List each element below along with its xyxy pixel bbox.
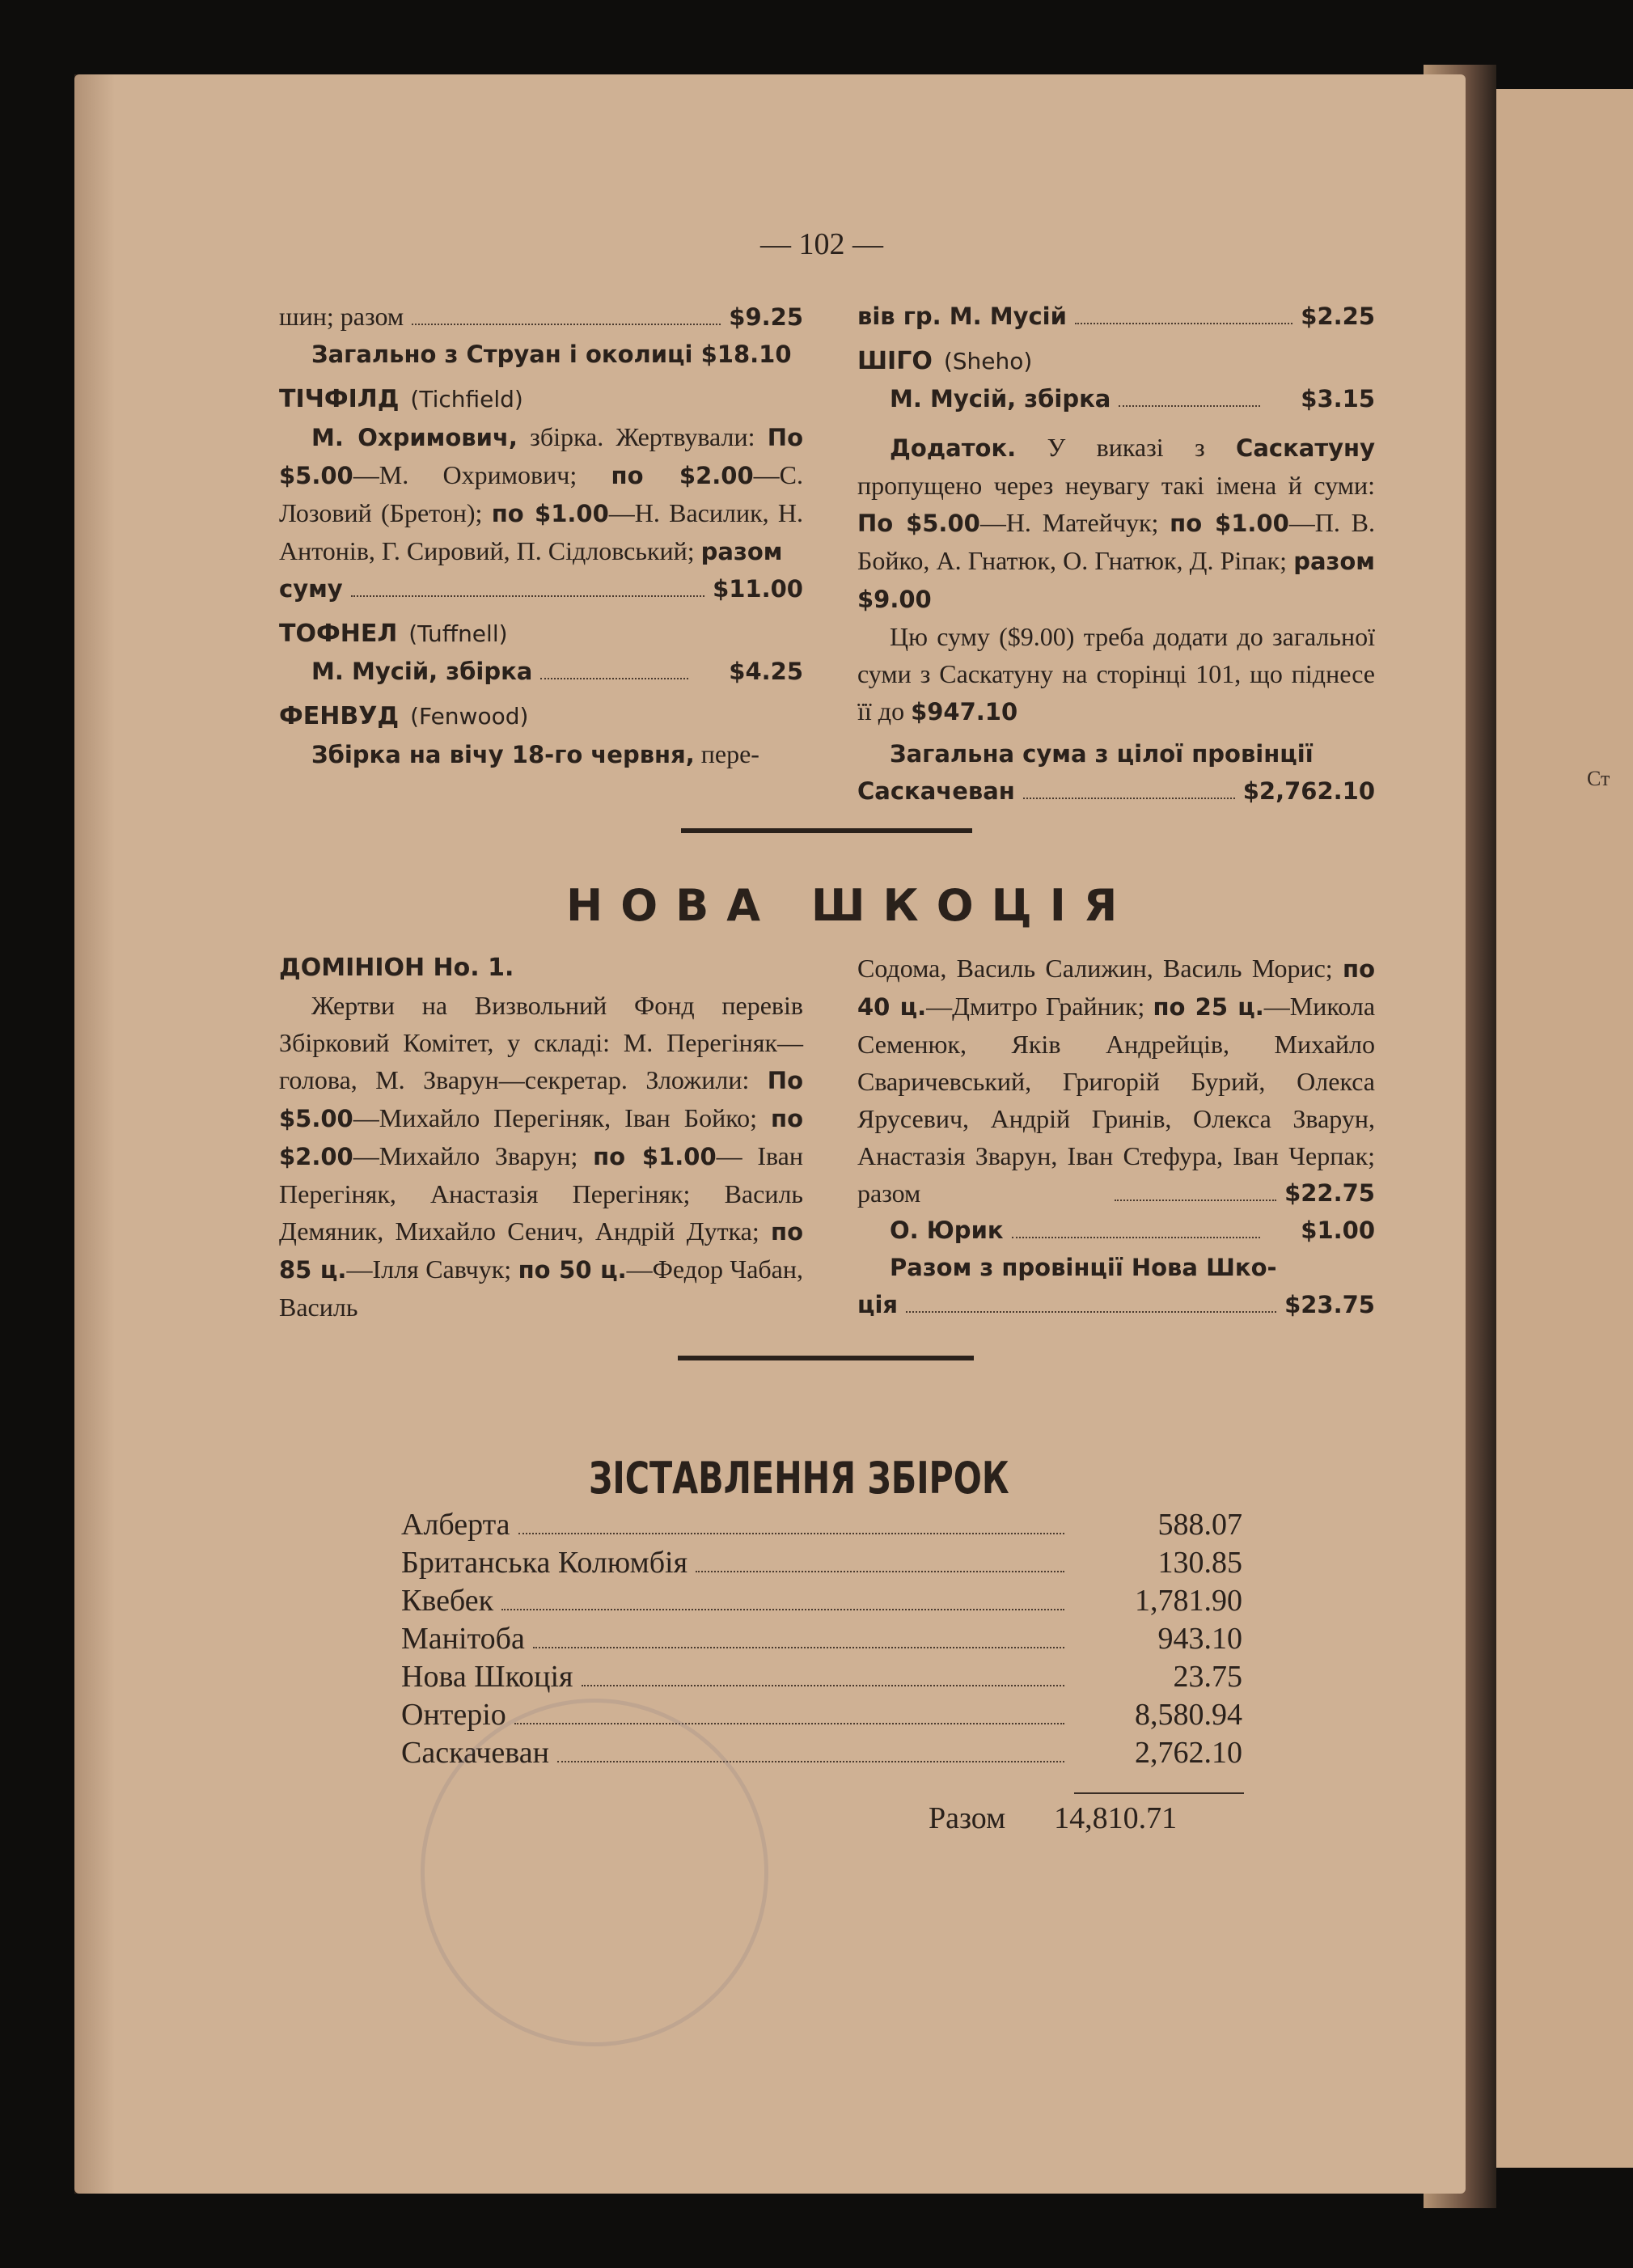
line-text: М. Мусій, збірка — [311, 658, 533, 685]
summary-row — [401, 1582, 1242, 1620]
heading-text: ТІЧФІЛД — [279, 385, 400, 413]
text-run: —С. Лозовий (Бретон); — [279, 460, 803, 527]
section-heading-fenwood — [279, 698, 803, 735]
struan-total: Загально з Струан і околиці $18.10 — [311, 341, 792, 368]
text-run: пропущено через неувагу такі імена й суми: — [857, 471, 1375, 500]
nova-left-column — [279, 950, 803, 1326]
province-amount: 130.85 — [1157, 1546, 1242, 1580]
heading-english: (Fenwood) — [410, 703, 529, 730]
heading-english: (Sheho) — [943, 348, 1033, 374]
tichfield-paragraph — [279, 418, 803, 570]
amount: $11.00 — [713, 575, 803, 603]
text-run: —Михайло Перегіняк, Іван Бойко; — [353, 1103, 772, 1132]
text-run: —П. В. Бойко, А. Гнатюк, О. Гнатюк, Д. Ріпак; — [857, 508, 1375, 575]
text-run: —Н. Василик, Н. Антонів, Г. Сировий, П. Сідловський; — [279, 498, 803, 565]
total-rule — [1074, 1792, 1244, 1794]
amount: $9.25 — [729, 303, 803, 331]
bold-run: по 25 ц. — [1153, 993, 1264, 1021]
bold-run: по 50 ц. — [518, 1256, 627, 1284]
heading-text: ШІГО — [857, 347, 933, 375]
leader-dots — [501, 1609, 1064, 1610]
fenwood-paragraph — [279, 735, 803, 773]
leader-dots — [1023, 798, 1235, 799]
nova-total-label: Разом з провінції Нова Шко- — [890, 1254, 1277, 1281]
leader-dots — [540, 678, 688, 679]
leader-dots — [533, 1647, 1064, 1648]
bold-run: по $1.00 — [1170, 510, 1289, 537]
province-name: Саскачеван — [401, 1736, 549, 1770]
dominion-paragraph — [279, 987, 803, 1326]
bold-run: по $1.00 — [491, 500, 609, 527]
province-total-line — [857, 772, 1375, 810]
text-run: Содома, Василь Салижин, Василь Морис; — [857, 954, 1343, 983]
right-column-top — [857, 298, 1375, 810]
yuryk-line — [857, 1212, 1375, 1249]
section-title-nova-scotia: НОВА ШКОЦІЯ — [566, 880, 1136, 931]
dominion-paragraph-cont — [857, 950, 1375, 1212]
bold-run: по $2.00 — [611, 462, 754, 489]
summary-total-row — [929, 1800, 1177, 1836]
sheho-line — [857, 380, 1375, 417]
leader-dots — [696, 1571, 1064, 1572]
province-name: Британська Колюмбія — [401, 1546, 688, 1580]
bold-run: по 85 ц. — [279, 1218, 803, 1284]
addendum-paragraph — [857, 429, 1375, 618]
bold-run: Збірка на вічу 18-го червня, — [311, 741, 695, 768]
heading-english: (Tichfield) — [410, 386, 523, 413]
text-run: Цю суму ($9.00) треба додати до загальної суми з Саскатуну на сторінці 101, що піднесе її до — [857, 622, 1375, 726]
leader-dots — [1012, 1237, 1261, 1238]
bold-run: Додаток. — [890, 434, 1017, 462]
text-run: —Н. Матейчук; — [979, 508, 1170, 537]
total-label: Разом — [929, 1801, 1006, 1835]
leader-dots — [351, 595, 704, 597]
bold-run: М. Охримович, — [311, 424, 518, 451]
summary-row — [401, 1544, 1242, 1582]
note-paragraph — [857, 618, 1375, 730]
province-name: Манітоба — [401, 1622, 525, 1656]
text-run: пере- — [694, 739, 759, 768]
amount: $23.75 — [1284, 1291, 1375, 1318]
fenwood-cont-line — [857, 298, 1375, 335]
total-value: 14,810.71 — [1054, 1801, 1178, 1835]
line-text: Саскачеван — [857, 777, 1015, 805]
facing-page-edge — [1496, 89, 1633, 2168]
bold-run: по $2.00 — [279, 1105, 803, 1170]
section-heading-tichfield — [279, 381, 803, 418]
text-run: —Федор Чабан, Василь — [279, 1255, 804, 1322]
heading-english: (Tuffnell) — [408, 620, 508, 647]
amount: $22.75 — [1284, 1179, 1375, 1207]
text-run: збірка. Жертвували: — [517, 422, 768, 451]
province-amount: 588.07 — [1157, 1508, 1242, 1542]
text-run: —М. Охримович; — [353, 460, 611, 489]
province-total-label: Загальна сума з цілої провінції — [890, 740, 1314, 768]
dominion-heading: ДОМІНІОН Но. 1. — [279, 954, 514, 982]
bold-run: По $5.00 — [279, 1067, 803, 1132]
bold-run: по $1.00 — [593, 1143, 717, 1170]
amount: $2,762.10 — [1242, 777, 1375, 805]
heading-text: ФЕНВУД — [279, 702, 400, 730]
leader-dots — [582, 1685, 1065, 1686]
tuffnell-line — [279, 653, 803, 690]
bold-run: разом — [700, 538, 783, 565]
amount: $3.15 — [1301, 385, 1375, 413]
leader-dots — [518, 1533, 1064, 1534]
bold-run: По $5.00 — [857, 510, 980, 537]
province-amount: 23.75 — [1173, 1660, 1242, 1694]
section-divider — [678, 1356, 974, 1360]
text-run: У виказі з — [1016, 433, 1237, 462]
heading-text: ТОФНЕЛ — [279, 620, 398, 648]
dominion-sum-line — [857, 1174, 1375, 1212]
summary-title: ЗІСТАВЛЕННЯ ЗБІРОК — [589, 1453, 1009, 1504]
amount: $1.00 — [1301, 1217, 1375, 1244]
bold-run: разом — [1293, 548, 1375, 575]
text-run: —Михайло Зварун; — [353, 1141, 594, 1170]
province-amount: 943.10 — [1157, 1622, 1242, 1656]
province-name: Онтеріо — [401, 1698, 506, 1732]
amount: $9.00 — [857, 586, 932, 613]
nova-total-line — [857, 1286, 1375, 1323]
summary-row — [401, 1620, 1242, 1658]
text-run: Жертви на Визвольний Фонд перевів Збірковий Комітет, у складі: М. Перегіняк—голова, М. Зварун—секретар. Зложили: — [279, 991, 803, 1094]
nova-right-column — [857, 950, 1375, 1323]
summary-row — [401, 1658, 1242, 1696]
province-name: Нова Шкоція — [401, 1660, 573, 1694]
left-column-top — [279, 298, 803, 773]
section-divider — [681, 828, 972, 833]
line-text: ція — [857, 1291, 899, 1318]
text-run: —Микола Семенюк, Яків Андрейців, Михайло Сваричевський, Григорій Бурий, Олекса Ярусевич, Андрій Гринів, Олекса Зварун, Анастазія Зварун, Іван Стефура, Іван Черпак; разом — [857, 992, 1376, 1208]
bold-run: $947.10 — [911, 698, 1018, 726]
facing-page-text: Ст — [1587, 767, 1610, 790]
page-number: — 102 — — [760, 227, 883, 261]
leader-dots — [1115, 1200, 1276, 1201]
province-amount: 2,762.10 — [1135, 1736, 1242, 1770]
line-text: О. Юрик — [890, 1217, 1004, 1244]
leader-dots — [1119, 405, 1260, 407]
line-text: суму — [279, 575, 343, 603]
tichfield-sum-line — [279, 570, 803, 607]
leader-dots — [1075, 323, 1292, 324]
text-run: —Ілля Савчук; — [346, 1255, 518, 1284]
bold-run: По $5.00 — [279, 424, 803, 489]
province-name: Алберта — [401, 1508, 510, 1542]
line-text: шин; разом — [279, 302, 404, 331]
province-name: Квебек — [401, 1584, 494, 1618]
amount: $2.25 — [1301, 303, 1375, 330]
continued-sum-line — [279, 298, 803, 336]
text-run: —Дмитро Грайник; — [926, 992, 1153, 1021]
leader-dots — [906, 1311, 1276, 1313]
province-amount: 8,580.94 — [1135, 1698, 1242, 1732]
leader-dots — [412, 324, 721, 325]
faded-stamp — [421, 1699, 768, 2046]
line-text: вів гр. М. Мусій — [857, 303, 1067, 330]
summary-row — [401, 1506, 1242, 1544]
bold-run: по 40 ц. — [857, 955, 1375, 1021]
bold-run: Саскатуну — [1236, 434, 1375, 462]
line-text: М. Мусій, збірка — [890, 385, 1111, 413]
section-heading-tuffnell — [279, 616, 803, 653]
province-amount: 1,781.90 — [1135, 1584, 1242, 1618]
section-heading-sheho — [857, 343, 1375, 380]
amount: $4.25 — [729, 658, 803, 685]
text-run: — Іван Перегіняк, Анастазія Перегіняк; Василь Демяник, Михайло Сенич, Андрій Дутка; — [279, 1141, 804, 1246]
